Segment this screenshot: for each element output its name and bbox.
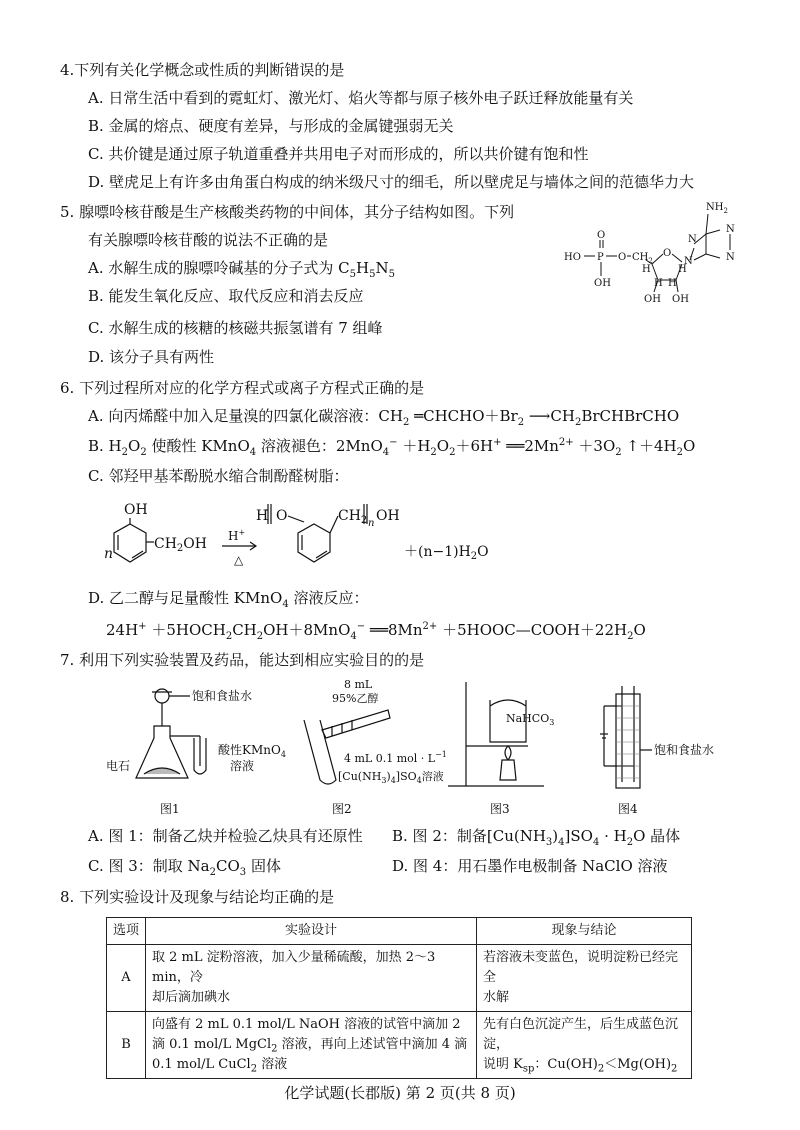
fig1-label-carbide: 电石 [106, 759, 131, 773]
fig4-label-saltwater: 饱和食盐水 [654, 743, 715, 757]
mol-ring-o: O [663, 248, 672, 259]
eq-oh-label: OH [124, 502, 148, 518]
fig2-label-volume: 8 mL [344, 678, 373, 691]
row-design: 取 2 mL 淀粉溶液，加入少量稀硫酸，加热 2～3 min，冷 却后滴加碘水 [146, 945, 477, 1012]
mol-h2: H [678, 264, 687, 275]
q8-stem: 8. 下列实验设计及现象与结论均正确的是 [60, 888, 335, 906]
q4-option-a: A. 日常生活中看到的霓虹灯、激光灯、焰火等都与原子核外电子跃迁释放能量有关 [88, 89, 634, 107]
mol-oh-phosphate: OH [594, 278, 611, 289]
mol-h4: H [668, 278, 677, 289]
q5-option-c: C. 水解生成的核糖的核磁共振氢谱有 7 组峰 [88, 319, 383, 337]
fig1-label-saltwater: 饱和食盐水 [192, 689, 253, 703]
fig2-label-ethanol: 95%乙醇 [332, 692, 379, 705]
eq-n-subscript: n [368, 518, 375, 529]
table-header: 现象与结论 [477, 918, 692, 945]
fig4-caption: 图4 [618, 802, 638, 816]
q7-stem: 7. 利用下列实验装置及药品，能达到相应实验目的的是 [60, 651, 425, 669]
fig1-label-solution: 溶液 [230, 759, 255, 773]
eq-ch2oh-label: $CH_2OH$ [154, 536, 207, 554]
q5-molecule-structure [560, 198, 750, 308]
q7-figure-1-apparatus [106, 682, 296, 792]
fig1-caption: 图1 [160, 802, 180, 816]
fig3-label-nahco3: NaHCO$_3$ [506, 712, 555, 727]
q5-option-d: D. 该分子具有两性 [88, 348, 215, 366]
fig2-label-complex: $[Cu(NH_3)_4]SO_4$溶液 [338, 770, 444, 785]
q6-option-a: A. 向丙烯醛中加入足量溴的四氯化碳溶液：$CH_2$ $═CHCHO+Br_2$ $⟶CH_2BrCHBrCHO$ [88, 407, 680, 428]
row-option: A [107, 945, 146, 1012]
q4-stem: 4.下列有关化学概念或性质的判断错误的是 [60, 61, 345, 79]
eq-heat: △ [234, 553, 244, 567]
table-header: 实验设计 [146, 918, 477, 945]
eq-catalyst: H+ [228, 528, 246, 543]
mol-o-ester: O [618, 252, 627, 263]
mol-n4: N [684, 256, 693, 267]
q6-c-equation [100, 496, 540, 576]
mol-ho-left: HO [564, 252, 581, 263]
q5-stem-line1: 5. 腺嘌呤核苷酸是生产核酸类药物的中间体，其分子结构如图。下列 [60, 203, 515, 221]
q4-option-b: B. 金属的熔点、硬度有差异，与形成的金属键强弱无关 [88, 117, 454, 135]
q5-option-b: B. 能发生氧化反应、取代反应和消去反应 [88, 287, 364, 305]
q7-figure-4-apparatus [596, 686, 726, 796]
row-design: 向盛有 2 mL 0.1 mol/L NaOH 溶液的试管中滴加 2 滴 0.1 mol/L MgCl$_2$ 溶液，再向上述试管中滴加 4 滴 0.1 mol/L CuCl$_2$ 溶液 [146, 1012, 477, 1079]
q7-option-c: C. 图 3：制取 $Na_2CO_3$ 固体 [88, 857, 281, 878]
table-row [107, 945, 692, 1012]
eq-oh-end: OH [376, 508, 400, 524]
row-result: 先有白色沉淀产生，后生成蓝色沉淀， 说明 $K_{sp}$：$Cu(OH)_2<Mg(OH)_2$ [477, 1012, 692, 1079]
mol-ch2: $CH_2$ [632, 252, 653, 265]
fig2-label-conc: 4 mL 0.1 mol · $L^{-1}$ [344, 750, 447, 765]
q6-d-equation: $24H^+ +5HOCH_2CH_2OH+8MnO_4^-$ $══8Mn^{2+}$ $+5HOOC—COOH+22H_2O$ [106, 621, 646, 642]
q7-figure-3-apparatus [444, 676, 554, 796]
eq-water: $+(n-1)H_2O$ [404, 544, 489, 562]
q5-stem-line2: 有关腺嘌呤核苷酸的说法不正确的是 [88, 231, 329, 249]
q7-option-a: A. 图 1：制备乙炔并检验乙炔具有还原性 [88, 827, 363, 845]
table-row [107, 1012, 692, 1079]
mol-h3: H [654, 278, 663, 289]
fig1-label-kmno4: 酸性KMnO$_4$ [218, 743, 286, 759]
q6-option-d: D. 乙二醇与足量酸性 KMnO$_4$ 溶液反应： [88, 589, 369, 610]
eq-h-end: H [256, 508, 269, 524]
table-header: 选项 [107, 918, 146, 945]
q6-option-c: C. 邻羟甲基苯酚脱水缩合制酚醛树脂： [88, 467, 349, 485]
mol-n2: N [726, 224, 735, 235]
q4-option-c: C. 共价键是通过原子轨道重叠并共用电子对而形成的，所以共价键有饱和性 [88, 145, 589, 163]
mol-nh2: $NH_2$ [706, 202, 728, 215]
q7-option-d: D. 图 4：用石墨作电极制备 NaClO 溶液 [392, 857, 668, 875]
fig3-caption: 图3 [490, 802, 510, 816]
mol-o-double: O [597, 230, 606, 241]
mol-h1: H [642, 264, 651, 275]
q7-option-b: B. 图 2：制备$[Cu(NH_3)_4]SO_4 \cdot H_2O$ 晶体 [392, 827, 681, 848]
q8-experiment-table [106, 917, 692, 1079]
mol-oh-2: OH [672, 294, 689, 305]
page-footer: 化学试题(长郡版) 第 2 页(共 8 页) [284, 1084, 516, 1102]
fig2-caption: 图2 [332, 802, 352, 816]
row-result: 若溶液未变蓝色，说明淀粉已经完全 水解 [477, 945, 692, 1012]
eq-ch2-link: $CH_2$ [338, 508, 368, 526]
eq-n-coefficient: n [104, 546, 114, 562]
mol-n1: N [688, 234, 697, 245]
q4-option-d: D. 壁虎足上有许多由角蛋白构成的纳米级尺寸的细毛，所以壁虎足与墙体之间的范德华力大 [88, 173, 695, 191]
table-header-row [107, 918, 692, 945]
q6-option-b: B. $H_2O_2$ 使酸性 KMnO$_4$ 溶液褪色：$2MnO_4^- +H_2O_2+6H^+$ $══2Mn^{2+} +3O_2$ $↑+4H_2O$ [88, 437, 696, 458]
mol-phosphorus: P [597, 252, 604, 263]
mol-n3: N [726, 252, 735, 263]
eq-o-link: O [276, 508, 288, 524]
q6-stem: 6. 下列过程所对应的化学方程式或离子方程式正确的是 [60, 379, 425, 397]
mol-oh-1: OH [644, 294, 661, 305]
row-option: B [107, 1012, 146, 1079]
q5-option-a: A. 水解生成的腺嘌呤碱基的分子式为 $C_5H_5N_5$ [88, 259, 395, 280]
